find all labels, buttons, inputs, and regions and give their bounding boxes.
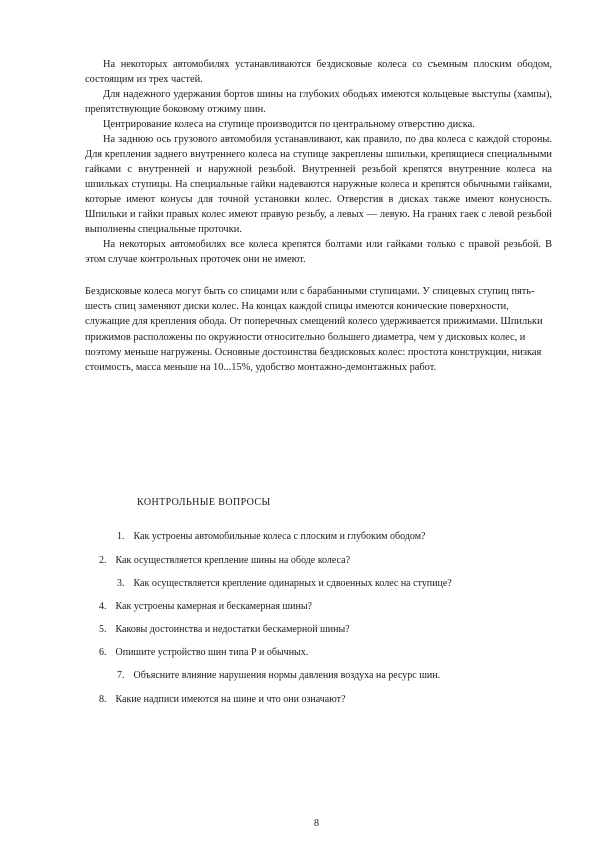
- question-item: [117, 531, 425, 542]
- question-text: Каковы достоинства и недостатки бескамерной шины?: [115, 624, 350, 635]
- questions-heading: КОНТРОЛЬНЫЕ ВОПРОСЫ: [137, 497, 271, 508]
- paragraph: Бездисковые колеса могут быть со спицами или с барабанными ступицами. У спицевых ступиц пять-шесть спиц заменяют диски колес. На концах каждой спицы имеются конические поверхности, служащие для крепления обода. От поперечных смещений колесо удерживается прижимами. Шпильки прижимов расположены по окружности относительно большего диаметра, чем у дисковых колес, и поэтому меньше нагружены. Основные достоинства бездисковых колес: простота конструкции, низкая стоимость, масса меньше на 10...15%, удобство монтажно-демонтажных работ.: [85, 286, 543, 374]
- question-number: 6.: [99, 647, 107, 658]
- question-item: [99, 624, 350, 635]
- question-item: [99, 555, 350, 566]
- question-item: [117, 670, 440, 681]
- question-item: [99, 601, 312, 612]
- question-text: Какие надписи имеются на шине и что они означают?: [115, 694, 346, 705]
- question-number: 4.: [99, 601, 107, 612]
- question-text: Как устроены автомобильные колеса с плоским и глубоким ободом?: [133, 531, 426, 542]
- question-item: [117, 578, 452, 589]
- question-text: Как устроены камерная и бескамерная шины?: [115, 601, 312, 612]
- main-text-block: [85, 57, 552, 267]
- question-number: 8.: [99, 694, 107, 705]
- question-item: [99, 694, 345, 705]
- question-text: Объясните влияние нарушения нормы давления воздуха на ресурс шин.: [133, 670, 441, 681]
- page-number: 8: [314, 818, 319, 829]
- paragraph: На заднюю ось грузового автомобиля устанавливают, как правило, по два колеса с каждой стороны. Для крепления заднего внутреннего колеса на ступице закреплены шпильки, крепящиеся специальными гайками с внутренней и наружной резьбой. Внутренней резьбой крепятся внутренние колеса на шпильках ступицы. На специальные гайки надеваются наружные колеса и крепятся обычными гайками, которые имеют конусы для точной установки колес. Отверстия в дисках также имеют конусность. Шпильки и гайки правых колес имеют правую резьбу, а левых — левую. На гранях гаек с левой резьбой выполнены специальные проточки.: [85, 134, 552, 235]
- paragraph: На некоторых автомобилях все колеса крепятся болтами или гайками только с правой резьбой. В этом случае контрольных проточек они не имеют.: [85, 239, 552, 265]
- question-text: Как осуществляется крепление шины на ободе колеса?: [115, 555, 351, 566]
- question-text: Как осуществляется крепление одинарных и сдвоенных колес на ступице?: [133, 578, 452, 589]
- question-text: Опишите устройство шин типа Р и обычных.: [115, 647, 309, 658]
- question-number: 3.: [117, 578, 125, 589]
- question-number: 1.: [117, 531, 125, 542]
- paragraph: Центрирование колеса на ступице производится по центральному отверстию диска.: [103, 119, 475, 130]
- paragraph: На некоторых автомобилях устанавливаются бездисковые колеса со съемным плоским ободом, состоящим из трех частей.: [85, 59, 552, 85]
- question-number: 7.: [117, 670, 125, 681]
- paragraph: Для надежного удержания бортов шины на глубоких ободьях имеются кольцевые выступы (хампы), препятствующие боковому отжиму шин.: [85, 89, 552, 115]
- spoke-wheels-block: [85, 284, 555, 375]
- question-item: [99, 647, 308, 658]
- question-number: 5.: [99, 624, 107, 635]
- question-number: 2.: [99, 555, 107, 566]
